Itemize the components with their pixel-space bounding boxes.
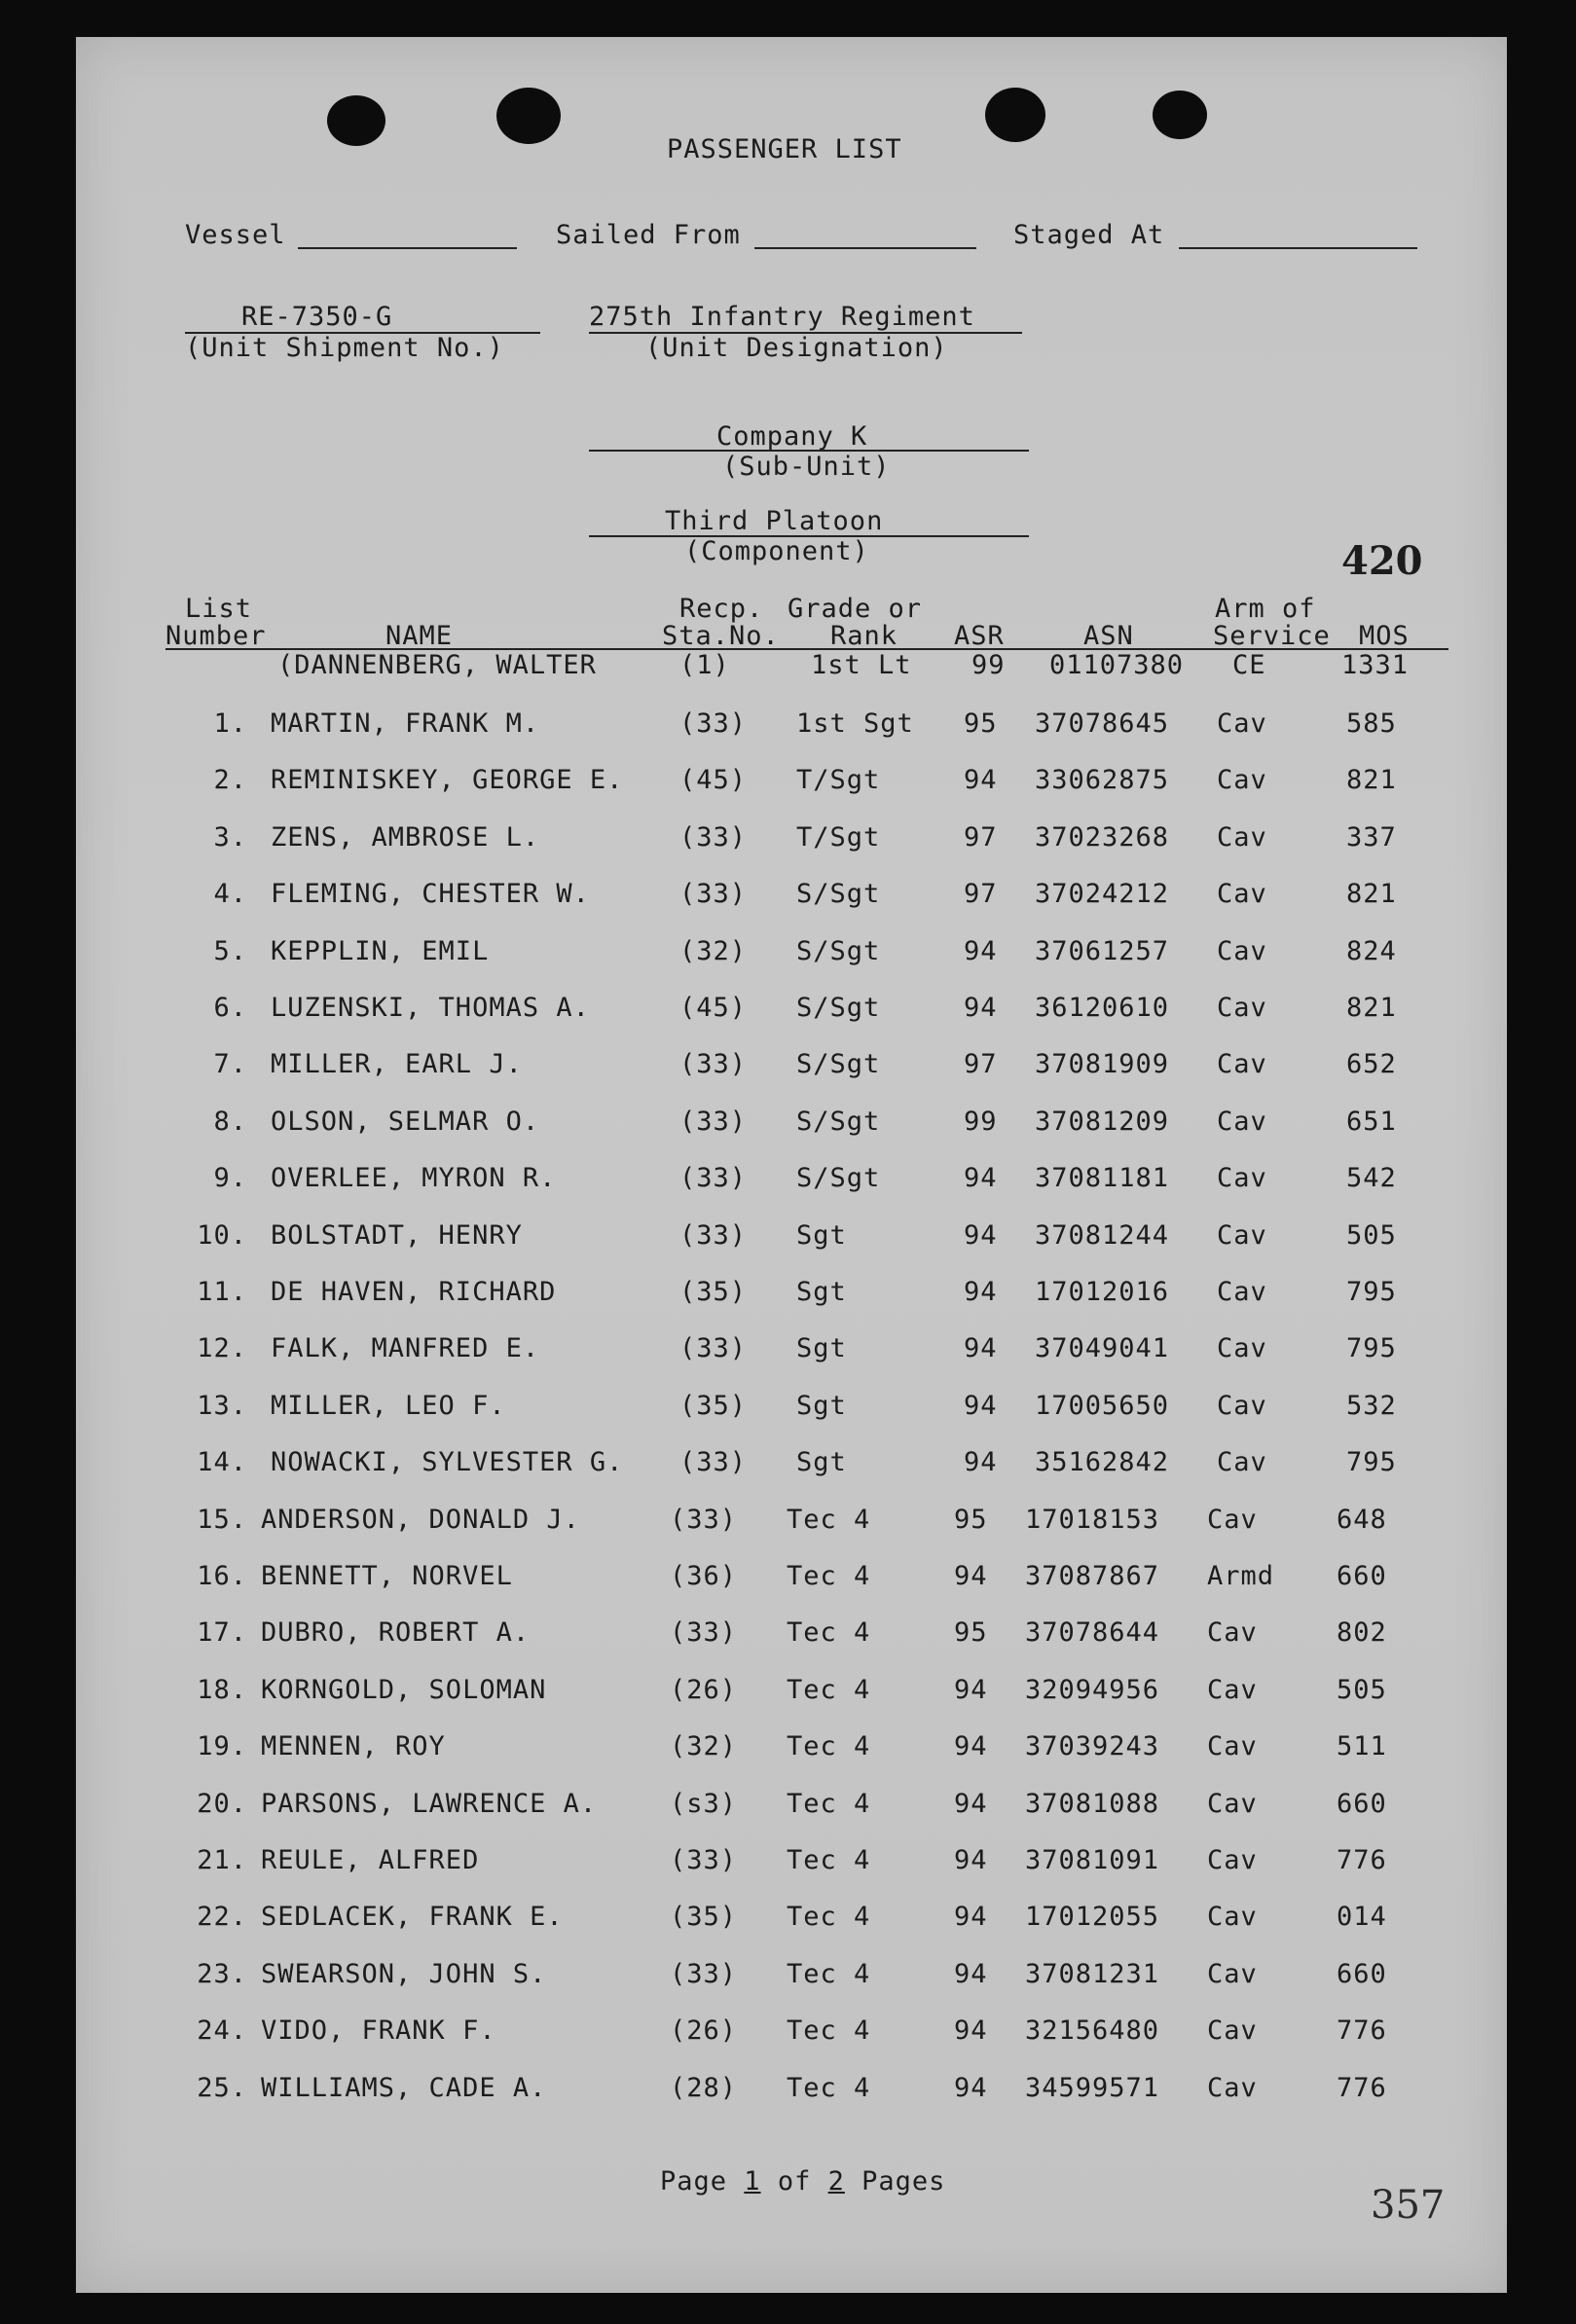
cell-arm-of-service: Cav [1217, 879, 1267, 909]
cell-asn: 37081091 [1025, 1845, 1160, 1875]
vessel-label: Vessel [185, 220, 286, 250]
document-page [76, 37, 1507, 2293]
cell-arm-of-service: Cav [1207, 2015, 1258, 2046]
cell-name: MILLER, LEO F. [271, 1391, 506, 1421]
cell-mos: 776 [1337, 2073, 1387, 2103]
unit-designation: 275th Infantry Regiment [589, 302, 975, 332]
table-row [76, 1789, 1507, 1828]
table-row [76, 1959, 1507, 1998]
cell-asn: 33062875 [1035, 765, 1170, 795]
cell-rank: S/Sgt [796, 879, 881, 909]
cell-mos: 585 [1346, 708, 1397, 739]
cell-arm-of-service: Cav [1217, 993, 1267, 1023]
cell-name: KEPPLIN, EMIL [271, 936, 490, 966]
cell-list-number: 24. [197, 2015, 247, 2046]
cell-mos: 532 [1346, 1391, 1397, 1421]
cell-name: OVERLEE, MYRON R. [271, 1163, 557, 1193]
page-footer [660, 2166, 945, 2197]
cell-asr: 94 [964, 1447, 998, 1477]
cell-asn: 17012055 [1025, 1902, 1160, 1932]
unit-designation-caption: (Unit Designation) [645, 333, 948, 363]
punch-hole [1153, 91, 1207, 139]
cell-rank: Tec 4 [787, 2015, 871, 2046]
header-arm-2: Service [1213, 621, 1331, 651]
cell-rank: Tec 4 [787, 1845, 871, 1875]
cell-list-number: 20. [197, 1789, 247, 1819]
cell-mos: 824 [1346, 936, 1397, 966]
punch-hole [496, 88, 561, 144]
corner-annotation: 357 [1371, 2183, 1446, 2228]
cell-rank: S/Sgt [796, 1163, 881, 1193]
cell-mos: 337 [1346, 822, 1397, 853]
cell-name: MARTIN, FRANK M. [271, 708, 540, 739]
cell-list-number: 18. [197, 1675, 247, 1705]
sub-unit-caption: (Sub-Unit) [722, 452, 891, 482]
cell-name: ANDERSON, DONALD J. [261, 1505, 580, 1535]
cell-list-number: 13. [197, 1391, 247, 1421]
cell-mos: 511 [1337, 1731, 1387, 1761]
cell-arm-of-service: Cav [1207, 2073, 1258, 2103]
header-list-number-1: List [185, 594, 253, 624]
table-row [76, 1845, 1507, 1884]
table-row [76, 1505, 1507, 1543]
table-row [76, 1731, 1507, 1770]
officer-name: (DANNENBERG, WALTER [277, 650, 597, 680]
cell-sta-no: (33) [670, 1505, 738, 1535]
cell-list-number: 5. [213, 936, 247, 966]
document-title: PASSENGER LIST [667, 134, 902, 164]
punch-hole [985, 88, 1045, 142]
cell-arm-of-service: Cav [1217, 1447, 1267, 1477]
table-row [76, 993, 1507, 1032]
component: Third Platoon [665, 506, 884, 536]
cell-list-number: 3. [213, 822, 247, 853]
cell-rank: Tec 4 [787, 1789, 871, 1819]
cell-sta-no: (33) [679, 1049, 748, 1079]
cell-arm-of-service: Armd [1207, 1561, 1275, 1591]
cell-sta-no: (33) [679, 822, 748, 853]
table-row [76, 765, 1507, 804]
header-name: NAME [385, 621, 454, 651]
cell-asn: 37024212 [1035, 879, 1170, 909]
cell-mos: 795 [1346, 1447, 1397, 1477]
cell-list-number: 22. [197, 1902, 247, 1932]
cell-mos: 505 [1337, 1675, 1387, 1705]
cell-asn: 34599571 [1025, 2073, 1160, 2103]
table-row [76, 1675, 1507, 1714]
cell-asn: 32156480 [1025, 2015, 1160, 2046]
unit-shipment-caption: (Unit Shipment No.) [185, 333, 504, 363]
officer-asr: 99 [971, 650, 1006, 680]
cell-name: BENNETT, NORVEL [261, 1561, 513, 1591]
header-recp-2: Sta.No. [662, 621, 780, 651]
cell-asr: 94 [954, 1845, 988, 1875]
cell-list-number: 9. [213, 1163, 247, 1193]
table-row [76, 1277, 1507, 1316]
officer-rank: 1st Lt [811, 650, 912, 680]
cell-sta-no: (33) [679, 879, 748, 909]
cell-rank: Tec 4 [787, 1675, 871, 1705]
cell-arm-of-service: Cav [1217, 1220, 1267, 1251]
cell-sta-no: (32) [670, 1731, 738, 1761]
cell-rank: Sgt [796, 1277, 847, 1307]
cell-name: SWEARSON, JOHN S. [261, 1959, 547, 1989]
cell-asr: 94 [954, 1561, 988, 1591]
cell-asr: 97 [964, 1049, 998, 1079]
footer-of-label: of [777, 2166, 812, 2197]
table-row [76, 1902, 1507, 1941]
cell-asr: 94 [954, 1675, 988, 1705]
table-row [76, 1561, 1507, 1600]
cell-rank: Tec 4 [787, 1505, 871, 1535]
header-recp-1: Recp. [679, 594, 764, 624]
cell-list-number: 11. [197, 1277, 247, 1307]
cell-arm-of-service: Cav [1217, 936, 1267, 966]
cell-arm-of-service: Cav [1207, 1959, 1258, 1989]
cell-arm-of-service: Cav [1217, 1333, 1267, 1363]
cell-mos: 821 [1346, 993, 1397, 1023]
footer-pages-label: Pages [861, 2166, 946, 2197]
cell-mos: 542 [1346, 1163, 1397, 1193]
cell-list-number: 6. [213, 993, 247, 1023]
cell-asr: 99 [964, 1107, 998, 1137]
cell-name: DUBRO, ROBERT A. [261, 1617, 531, 1648]
cell-name: NOWACKI, SYLVESTER G. [271, 1447, 624, 1477]
cell-name: DE HAVEN, RICHARD [271, 1277, 557, 1307]
cell-mos: 660 [1337, 1789, 1387, 1819]
cell-mos: 795 [1346, 1333, 1397, 1363]
cell-rank: T/Sgt [796, 822, 881, 853]
cell-sta-no: (45) [679, 765, 748, 795]
cell-rank: Sgt [796, 1447, 847, 1477]
cell-name: FALK, MANFRED E. [271, 1333, 540, 1363]
cell-asr: 94 [954, 1731, 988, 1761]
cell-mos: 660 [1337, 1959, 1387, 1989]
cell-list-number: 17. [197, 1617, 247, 1648]
cell-sta-no: (s3) [670, 1789, 738, 1819]
cell-asr: 97 [964, 822, 998, 853]
cell-rank: S/Sgt [796, 1049, 881, 1079]
cell-arm-of-service: Cav [1217, 708, 1267, 739]
footer-page-label: Page [660, 2166, 728, 2197]
cell-asn: 17005650 [1035, 1391, 1170, 1421]
cell-arm-of-service: Cav [1217, 1391, 1267, 1421]
cell-name: REMINISKEY, GEORGE E. [271, 765, 624, 795]
unit-shipment-no: RE-7350-G [241, 302, 393, 332]
cell-rank: Tec 4 [787, 1731, 871, 1761]
cell-sta-no: (32) [679, 936, 748, 966]
cell-mos: 505 [1346, 1220, 1397, 1251]
table-row [76, 1049, 1507, 1088]
cell-list-number: 15. [197, 1505, 247, 1535]
cell-list-number: 16. [197, 1561, 247, 1591]
cell-sta-no: (35) [679, 1277, 748, 1307]
cell-asr: 95 [964, 708, 998, 739]
cell-arm-of-service: Cav [1207, 1675, 1258, 1705]
cell-name: LUZENSKI, THOMAS A. [271, 993, 590, 1023]
component-caption: (Component) [684, 536, 869, 566]
table-row [76, 1163, 1507, 1202]
cell-sta-no: (33) [670, 1617, 738, 1648]
cell-asn: 37087867 [1025, 1561, 1160, 1591]
cell-mos: 795 [1346, 1277, 1397, 1307]
cell-asn: 32094956 [1025, 1675, 1160, 1705]
cell-sta-no: (26) [670, 1675, 738, 1705]
cell-asr: 97 [964, 879, 998, 909]
cell-list-number: 2. [213, 765, 247, 795]
cell-arm-of-service: Cav [1207, 1902, 1258, 1932]
cell-name: PARSONS, LAWRENCE A. [261, 1789, 598, 1819]
header-list-number-2: Number [165, 621, 267, 651]
cell-rank: Sgt [796, 1391, 847, 1421]
cell-list-number: 12. [197, 1333, 247, 1363]
cell-mos: 776 [1337, 2015, 1387, 2046]
cell-asr: 94 [964, 1333, 998, 1363]
cell-rank: Tec 4 [787, 1617, 871, 1648]
cell-asn: 37078644 [1025, 1617, 1160, 1648]
cell-name: ZENS, AMBROSE L. [271, 822, 540, 853]
cell-sta-no: (28) [670, 2073, 738, 2103]
cell-rank: 1st Sgt [796, 708, 914, 739]
cell-asn: 36120610 [1035, 993, 1170, 1023]
table-row [76, 822, 1507, 861]
cell-asr: 94 [964, 1163, 998, 1193]
table-row [76, 1447, 1507, 1486]
header-asr: ASR [954, 621, 1005, 651]
cell-rank: Tec 4 [787, 1561, 871, 1591]
cell-asr: 95 [954, 1617, 988, 1648]
cell-mos: 802 [1337, 1617, 1387, 1648]
cell-arm-of-service: Cav [1217, 822, 1267, 853]
cell-asn: 37081181 [1035, 1163, 1170, 1193]
staged-at-blank [1179, 247, 1417, 249]
cell-arm-of-service: Cav [1207, 1731, 1258, 1761]
cell-asr: 94 [954, 2015, 988, 2046]
table-row [76, 2015, 1507, 2054]
vessel-blank [298, 247, 517, 249]
cell-arm-of-service: Cav [1207, 1845, 1258, 1875]
cell-rank: Tec 4 [787, 1959, 871, 1989]
cell-asn: 37081231 [1025, 1959, 1160, 1989]
cell-asn: 17018153 [1025, 1505, 1160, 1535]
cell-asr: 94 [964, 993, 998, 1023]
cell-arm-of-service: Cav [1217, 765, 1267, 795]
cell-mos: 648 [1337, 1505, 1387, 1535]
header-grade-2: Rank [830, 621, 898, 651]
cell-name: WILLIAMS, CADE A. [261, 2073, 547, 2103]
cell-list-number: 19. [197, 1731, 247, 1761]
cell-name: KORNGOLD, SOLOMAN [261, 1675, 547, 1705]
cell-mos: 821 [1346, 879, 1397, 909]
cell-asr: 94 [964, 1391, 998, 1421]
sailed-from-blank [754, 247, 976, 249]
cell-sta-no: (35) [670, 1902, 738, 1932]
cell-asr: 94 [964, 1277, 998, 1307]
cell-sta-no: (33) [670, 1959, 738, 1989]
cell-asn: 35162842 [1035, 1447, 1170, 1477]
cell-list-number: 1. [213, 708, 247, 739]
cell-asr: 95 [954, 1505, 988, 1535]
cell-name: VIDO, FRANK F. [261, 2015, 496, 2046]
table-row [76, 879, 1507, 918]
cell-sta-no: (33) [679, 708, 748, 739]
cell-rank: Sgt [796, 1333, 847, 1363]
cell-mos: 652 [1346, 1049, 1397, 1079]
cell-asr: 94 [954, 1902, 988, 1932]
cell-list-number: 23. [197, 1959, 247, 1989]
page-number-stamp: 420 [1341, 538, 1423, 584]
cell-asr: 94 [954, 1789, 988, 1819]
cell-name: MILLER, EARL J. [271, 1049, 523, 1079]
officer-asn: 01107380 [1049, 650, 1185, 680]
cell-asn: 37023268 [1035, 822, 1170, 853]
cell-asn: 37039243 [1025, 1731, 1160, 1761]
cell-rank: T/Sgt [796, 765, 881, 795]
cell-list-number: 25. [197, 2073, 247, 2103]
officer-row [76, 650, 1507, 689]
cell-sta-no: (33) [679, 1107, 748, 1137]
cell-rank: Sgt [796, 1220, 847, 1251]
cell-list-number: 14. [197, 1447, 247, 1477]
cell-rank: S/Sgt [796, 936, 881, 966]
table-row [76, 936, 1507, 975]
cell-name: OLSON, SELMAR O. [271, 1107, 540, 1137]
table-row [76, 1220, 1507, 1259]
cell-mos: 776 [1337, 1845, 1387, 1875]
cell-sta-no: (33) [679, 1333, 748, 1363]
cell-rank: S/Sgt [796, 1107, 881, 1137]
cell-sta-no: (26) [670, 2015, 738, 2046]
header-asn: ASN [1083, 621, 1134, 651]
cell-sta-no: (33) [679, 1220, 748, 1251]
cell-mos: 651 [1346, 1107, 1397, 1137]
officer-arm: CE [1232, 650, 1266, 680]
officer-sta: (1) [679, 650, 730, 680]
header-arm-1: Arm of [1215, 594, 1316, 624]
officer-mos: 1331 [1341, 650, 1410, 680]
cell-rank: Tec 4 [787, 1902, 871, 1932]
cell-asr: 94 [954, 1959, 988, 1989]
cell-list-number: 4. [213, 879, 247, 909]
footer-page-total: 2 [827, 2166, 845, 2197]
cell-rank: S/Sgt [796, 993, 881, 1023]
cell-mos: 660 [1337, 1561, 1387, 1591]
cell-rank: Tec 4 [787, 2073, 871, 2103]
cell-arm-of-service: Cav [1217, 1107, 1267, 1137]
cell-sta-no: (36) [670, 1561, 738, 1591]
cell-name: BOLSTADT, HENRY [271, 1220, 523, 1251]
cell-arm-of-service: Cav [1207, 1617, 1258, 1648]
header-grade-1: Grade or [788, 594, 923, 624]
footer-page-current: 1 [744, 2166, 761, 2197]
cell-asn: 37049041 [1035, 1333, 1170, 1363]
cell-asr: 94 [954, 2073, 988, 2103]
table-row [76, 1617, 1507, 1656]
cell-sta-no: (35) [679, 1391, 748, 1421]
table-row [76, 708, 1507, 747]
cell-asr: 94 [964, 936, 998, 966]
cell-asn: 37081244 [1035, 1220, 1170, 1251]
cell-asn: 37078645 [1035, 708, 1170, 739]
cell-name: SEDLACEK, FRANK E. [261, 1902, 564, 1932]
cell-sta-no: (33) [679, 1163, 748, 1193]
cell-asn: 37061257 [1035, 936, 1170, 966]
cell-arm-of-service: Cav [1217, 1277, 1267, 1307]
cell-asn: 37081209 [1035, 1107, 1170, 1137]
cell-mos: 821 [1346, 765, 1397, 795]
cell-name: REULE, ALFRED [261, 1845, 480, 1875]
cell-asr: 94 [964, 1220, 998, 1251]
cell-asn: 17012016 [1035, 1277, 1170, 1307]
cell-list-number: 21. [197, 1845, 247, 1875]
sailed-from-label: Sailed From [556, 220, 741, 250]
cell-asr: 94 [964, 765, 998, 795]
cell-name: MENNEN, ROY [261, 1731, 446, 1761]
staged-at-label: Staged At [1013, 220, 1165, 250]
cell-asn: 37081909 [1035, 1049, 1170, 1079]
cell-arm-of-service: Cav [1207, 1505, 1258, 1535]
table-row [76, 1333, 1507, 1372]
punch-hole [327, 95, 385, 146]
cell-sta-no: (33) [670, 1845, 738, 1875]
table-row [76, 2073, 1507, 2112]
table-row [76, 1391, 1507, 1430]
cell-arm-of-service: Cav [1217, 1163, 1267, 1193]
cell-arm-of-service: Cav [1207, 1789, 1258, 1819]
header-mos: MOS [1359, 621, 1410, 651]
cell-sta-no: (33) [679, 1447, 748, 1477]
cell-mos: 014 [1337, 1902, 1387, 1932]
cell-arm-of-service: Cav [1217, 1049, 1267, 1079]
cell-list-number: 10. [197, 1220, 247, 1251]
cell-list-number: 7. [213, 1049, 247, 1079]
sub-unit: Company K [716, 421, 868, 452]
cell-asn: 37081088 [1025, 1789, 1160, 1819]
cell-name: FLEMING, CHESTER W. [271, 879, 590, 909]
cell-sta-no: (45) [679, 993, 748, 1023]
table-row [76, 1107, 1507, 1145]
cell-list-number: 8. [213, 1107, 247, 1137]
